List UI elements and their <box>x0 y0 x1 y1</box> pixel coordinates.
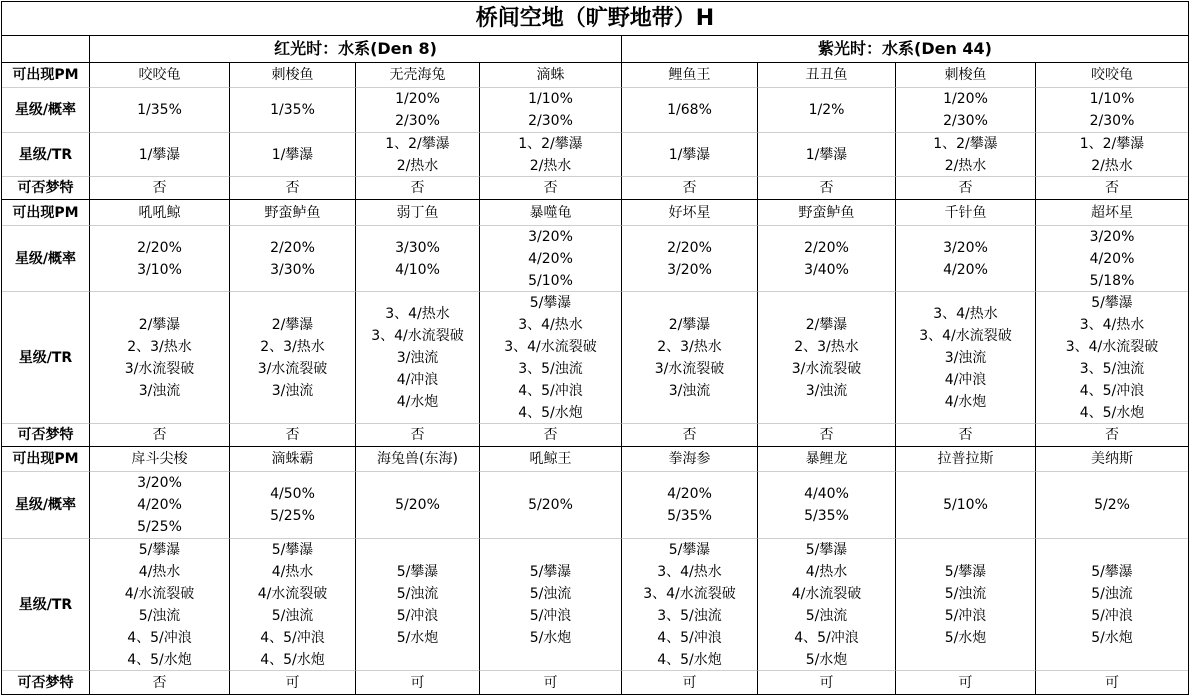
star-tr-cell: 5/攀瀑 3、4/热水 3、4/水流裂破 3、5/浊流 4、5/冲浪 4、5/水炮 <box>1036 292 1188 424</box>
star-tr-cell: 1、2/攀瀑 2/热水 <box>896 133 1036 177</box>
star-tr-cell: 5/攀瀑 5/浊流 5/冲浪 5/水炮 <box>1036 539 1188 671</box>
star-tr-cell: 5/攀瀑 3、4/热水 3、4/水流裂破 3、5/浊流 4、5/冲浪 4、5/水炮 <box>480 292 622 424</box>
pokemon-name-cell: 暴鲤龙 <box>758 447 896 472</box>
row-label-ha: 可否梦特 <box>2 177 90 200</box>
star-rate-cell: 5/20% <box>480 472 622 539</box>
hidden-ability-cell: 可 <box>896 671 1036 694</box>
row-label-ha: 可否梦特 <box>2 424 90 447</box>
row-label-tr: 星级/TR <box>2 292 90 424</box>
star-rate-cell: 4/50% 5/25% <box>230 472 356 539</box>
star-rate-cell: 3/30% 4/10% <box>356 226 480 292</box>
hidden-ability-cell: 否 <box>1036 424 1188 447</box>
pokemon-name-cell: 好坏星 <box>622 200 758 226</box>
hidden-ability-cell: 否 <box>622 424 758 447</box>
star-tr-cell: 5/攀瀑 4/热水 4/水流裂破 5/浊流 4、5/冲浪 4、5/水炮 <box>230 539 356 671</box>
row-label-rate: 星级/概率 <box>2 472 90 539</box>
hidden-ability-cell: 可 <box>1105 674 1119 691</box>
star-tr-cell: 3、4/热水 3、4/水流裂破 3/浊流 4/冲浪 4/水炮 <box>896 292 1036 424</box>
star-tr-cell: 1/攀瀑 <box>90 133 230 177</box>
star-rate-cell: 1/2% <box>758 88 896 133</box>
row-label-rate: 星级/概率 <box>2 88 90 133</box>
pokemon-name-cell: 吼吼鲸 <box>90 200 230 226</box>
row-label-tr: 星级/TR <box>2 539 90 671</box>
star-rate-cell: 2/20% 3/20% <box>622 226 758 292</box>
hidden-ability-cell: 否 <box>356 424 480 447</box>
star-rate-cell: 1/10% 2/30% <box>1036 88 1188 133</box>
pokemon-name-cell: 刺梭鱼 <box>896 63 1036 88</box>
pokemon-name-cell: 野蛮鲈鱼 <box>758 200 896 226</box>
star-tr-cell: 1、2/攀瀑 2/热水 <box>1036 133 1188 177</box>
pokemon-name-cell: 野蛮鲈鱼 <box>230 200 356 226</box>
star-rate-cell: 1/35% <box>230 88 356 133</box>
row-label-pm: 可出现PM <box>2 447 90 472</box>
pokemon-name-cell: 咬咬龟 <box>90 63 230 88</box>
hidden-ability-cell: 可 <box>622 671 758 694</box>
row-label-pm: 可出现PM <box>2 200 90 226</box>
hidden-ability-cell: 否 <box>896 424 1036 447</box>
star-tr-cell: 5/攀瀑 5/浊流 5/冲浪 5/水炮 <box>356 539 480 671</box>
star-rate-cell: 1/20% 2/30% <box>896 88 1036 133</box>
pokemon-name-cell: 戽斗尖梭 <box>90 447 230 472</box>
star-tr-cell: 2/攀瀑 2、3/热水 3/水流裂破 3/浊流 <box>90 292 230 424</box>
hidden-ability-cell: 可 <box>480 671 622 694</box>
star-tr-cell: 2/攀瀑 2、3/热水 3/水流裂破 3/浊流 <box>622 292 758 424</box>
row-label-ha: 可否梦特 <box>2 671 90 694</box>
star-rate-cell: 3/20% 4/20% 5/18% <box>1036 226 1188 292</box>
hidden-ability-cell: 否 <box>230 424 356 447</box>
star-rate-cell: 2/20% 3/10% <box>90 226 230 292</box>
star-rate-cell: 2/20% 3/40% <box>758 226 896 292</box>
row-label-tr: 星级/TR <box>2 133 90 177</box>
table-title: 桥间空地（旷野地带）H <box>2 2 1188 36</box>
pokemon-name-cell: 美纳斯 <box>1036 447 1188 472</box>
pokemon-name-cell: 拳海参 <box>622 447 758 472</box>
pokemon-name-cell: 拉普拉斯 <box>896 447 1036 472</box>
star-rate-cell: 1/10% 2/30% <box>480 88 622 133</box>
red-light-group-header: 红光时：水系(Den 8) <box>90 36 622 63</box>
hidden-ability-cell: 可 <box>758 671 896 694</box>
hidden-ability-cell: 否 <box>356 177 480 200</box>
star-tr-cell: 1、2/攀瀑 2/热水 <box>356 133 480 177</box>
star-rate-cell: 4/20% 5/35% <box>622 472 758 539</box>
star-tr-cell: 5/攀瀑 4/热水 4/水流裂破 5/浊流 4、5/冲浪 4、5/水炮 <box>90 539 230 671</box>
star-rate-cell: 1/35% <box>90 88 230 133</box>
pokemon-name-cell: 滴蛛 <box>480 63 622 88</box>
star-rate-cell: 4/40% 5/35% <box>758 472 896 539</box>
pokemon-name-cell: 超坏星 <box>1036 200 1188 226</box>
pokemon-name-cell: 千针鱼 <box>896 200 1036 226</box>
pokemon-name-cell: 滴蛛霸 <box>230 447 356 472</box>
pokemon-name-cell: 暴噬龟 <box>480 200 622 226</box>
hidden-ability-cell: 否 <box>1036 177 1188 200</box>
star-rate-cell: 3/20% 4/20% 5/10% <box>480 226 622 292</box>
hidden-ability-cell: 可 <box>230 671 356 694</box>
hidden-ability-cell: 否 <box>622 177 758 200</box>
hidden-ability-cell: 否 <box>90 424 230 447</box>
pokemon-name-cell: 无壳海兔 <box>356 63 480 88</box>
star-tr-cell: 5/攀瀑 3、4/热水 3、4/水流裂破 3、5/浊流 4、5/冲浪 4、5/水炮 <box>622 539 758 671</box>
hidden-ability-cell: 否 <box>90 177 230 200</box>
star-rate-cell: 1/68% <box>622 88 758 133</box>
pokemon-name-cell: 丑丑鱼 <box>758 63 896 88</box>
star-tr-cell: 1、2/攀瀑 2/热水 <box>480 133 622 177</box>
star-tr-cell: 5/攀瀑 5/浊流 5/冲浪 5/水炮 <box>480 539 622 671</box>
hidden-ability-cell: 否 <box>90 671 230 694</box>
star-rate-cell: 3/20% 4/20% 5/25% <box>90 472 230 539</box>
pokemon-name-cell: 刺梭鱼 <box>230 63 356 88</box>
star-rate-cell: 5/10% <box>896 472 1036 539</box>
den-table <box>1 1 1189 695</box>
hidden-ability-cell: 否 <box>480 424 622 447</box>
star-rate-cell: 1/20% 2/30% <box>356 88 480 133</box>
pokemon-name-cell: 弱丁鱼 <box>356 200 480 226</box>
star-tr-cell: 2/攀瀑 2、3/热水 3/水流裂破 3/浊流 <box>230 292 356 424</box>
star-rate-cell: 5/20% <box>356 472 480 539</box>
star-rate-cell: 3/20% 4/20% <box>896 226 1036 292</box>
star-tr-cell: 1/攀瀑 <box>622 133 758 177</box>
star-tr-cell: 1/攀瀑 <box>758 133 896 177</box>
pokemon-name-cell: 咬咬龟 <box>1036 63 1188 88</box>
star-tr-cell: 5/攀瀑 5/浊流 5/冲浪 5/水炮 <box>896 539 1036 671</box>
header-corner <box>2 36 90 63</box>
row-label-pm: 可出现PM <box>2 63 90 88</box>
star-tr-cell: 3、4/热水 3、4/水流裂破 3/浊流 4/冲浪 4/水炮 <box>356 292 480 424</box>
purple-light-group-header: 紫光时：水系(Den 44) <box>622 36 1188 63</box>
hidden-ability-cell: 否 <box>230 177 356 200</box>
pokemon-name-cell: 鲤鱼王 <box>622 63 758 88</box>
pokemon-name-cell: 海兔兽(东海) <box>356 447 480 472</box>
row-label-rate: 星级/概率 <box>2 226 90 292</box>
hidden-ability-cell: 否 <box>896 177 1036 200</box>
star-rate-cell: 2/20% 3/30% <box>230 226 356 292</box>
star-tr-cell: 2/攀瀑 2、3/热水 3/水流裂破 3/浊流 <box>758 292 896 424</box>
hidden-ability-cell: 否 <box>758 424 896 447</box>
star-tr-cell: 1/攀瀑 <box>230 133 356 177</box>
hidden-ability-cell: 可 <box>356 671 480 694</box>
star-rate-cell: 5/2% <box>1036 472 1188 539</box>
hidden-ability-cell: 否 <box>758 177 896 200</box>
star-tr-cell: 5/攀瀑 4/热水 4/水流裂破 5/浊流 4、5/冲浪 5/水炮 <box>758 539 896 671</box>
hidden-ability-cell: 否 <box>480 177 622 200</box>
pokemon-name-cell: 吼鲸王 <box>480 447 622 472</box>
